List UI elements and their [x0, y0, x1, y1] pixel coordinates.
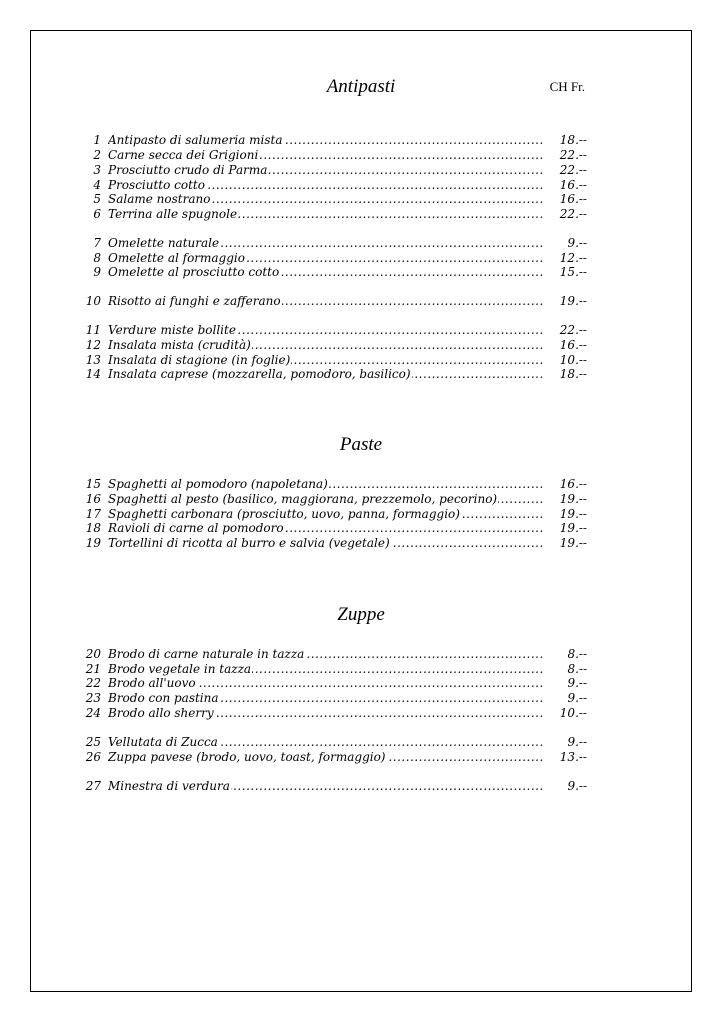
- menu-item: [77, 706, 587, 721]
- currency-label: CH Fr.: [549, 79, 585, 94]
- item-name: Omelette al formaggio .....: [108, 251, 543, 266]
- item-price: 8.--: [543, 662, 587, 677]
- menu-item: [77, 492, 587, 507]
- menu-item: [77, 133, 587, 148]
- item-name: Tortellini di ricotta al burro e salvia (vegetale) .....: [108, 536, 543, 551]
- item-price: 22.--: [543, 207, 587, 222]
- menu-item: [77, 367, 587, 382]
- menu-item: [77, 750, 587, 765]
- item-number: 5: [93, 192, 101, 206]
- item-name: Brodo con pastina .....: [108, 691, 543, 706]
- item-number: 4: [93, 178, 101, 192]
- item-name: Minestra di verdura .....: [108, 779, 543, 794]
- item-price: 9.--: [543, 236, 587, 251]
- item-price: 16.--: [543, 338, 587, 353]
- item-price: 22.--: [543, 323, 587, 338]
- item-number: 3: [93, 163, 101, 177]
- item-price: 13.--: [543, 750, 587, 765]
- item-price: 12.--: [543, 251, 587, 266]
- item-name: Verdure miste bollite .....: [108, 323, 543, 338]
- item-name: Brodo vegetale in tazza .....: [108, 662, 543, 677]
- item-price: 9.--: [543, 691, 587, 706]
- item-number: 24: [85, 706, 101, 720]
- item-number: 6: [93, 207, 101, 221]
- item-name: Insalata mista (crudità) .....: [108, 338, 543, 353]
- item-number: 27: [85, 779, 101, 793]
- menu-item: [77, 207, 587, 222]
- item-number: 18: [85, 521, 101, 535]
- menu-item: [77, 192, 587, 207]
- item-number: 1: [93, 133, 101, 147]
- item-price: 16.--: [543, 477, 587, 492]
- menu-item: [77, 521, 587, 536]
- item-price: 16.--: [543, 178, 587, 193]
- item-price: 22.--: [543, 148, 587, 163]
- item-name: Brodo all'uovo .....: [108, 676, 543, 691]
- menu-item: [77, 178, 587, 193]
- item-name: Prosciutto cotto .....: [108, 178, 543, 193]
- item-name: Spaghetti al pomodoro (napoletana) .....: [108, 477, 543, 492]
- item-name: Spaghetti al pesto (basilico, maggiorana, prezzemolo, pecorino) .....: [108, 492, 543, 507]
- item-name: Zuppa pavese (brodo, uovo, toast, formaggio) .....: [108, 750, 543, 765]
- item-name: Brodo allo sherry .....: [108, 706, 543, 721]
- item-name: Omelette al prosciutto cotto .....: [108, 265, 543, 280]
- item-name: Antipasto di salumeria mista .....: [108, 133, 543, 148]
- menu-item: [77, 148, 587, 163]
- menu-item: [77, 691, 587, 706]
- item-price: 19.--: [543, 507, 587, 522]
- item-price: 22.--: [543, 163, 587, 178]
- menu-page: [30, 30, 692, 992]
- item-name: Vellutata di Zucca .....: [108, 735, 543, 750]
- menu-item: [77, 236, 587, 251]
- section-title-paste: Paste: [339, 434, 383, 455]
- item-number: 12: [85, 338, 101, 352]
- item-price: 19.--: [543, 294, 587, 309]
- menu-item: [77, 294, 587, 309]
- menu-item: [77, 647, 587, 662]
- item-price: 9.--: [543, 779, 587, 794]
- item-number: 15: [85, 477, 101, 491]
- item-name: Spaghetti carbonara (prosciutto, uovo, panna, formaggio) .....: [108, 507, 543, 522]
- item-number: 21: [85, 662, 101, 676]
- item-number: 19: [85, 536, 101, 550]
- item-number: 22: [85, 676, 101, 690]
- item-name: Omelette naturale .....: [108, 236, 543, 251]
- item-number: 2: [93, 148, 101, 162]
- item-price: 19.--: [543, 536, 587, 551]
- item-number: 10: [85, 294, 101, 308]
- item-price: 8.--: [543, 647, 587, 662]
- item-price: 18.--: [543, 367, 587, 382]
- item-price: 18.--: [543, 133, 587, 148]
- item-number: 23: [85, 691, 101, 705]
- item-price: 9.--: [543, 735, 587, 750]
- item-name: Risotto ai funghi e zafferano .....: [108, 294, 543, 309]
- item-price: 10.--: [543, 706, 587, 721]
- menu-item: [77, 507, 587, 522]
- item-number: 7: [93, 236, 101, 250]
- item-price: 16.--: [543, 192, 587, 207]
- menu-item: [77, 477, 587, 492]
- item-number: 26: [85, 750, 101, 764]
- menu-item: [77, 338, 587, 353]
- item-name: Insalata caprese (mozzarella, pomodoro, basilico) .....: [108, 367, 543, 382]
- menu-item: [77, 662, 587, 677]
- item-name: Ravioli di carne al pomodoro .....: [108, 521, 543, 536]
- item-name: Terrina alle spugnole .....: [108, 207, 543, 222]
- menu-content: [31, 31, 691, 991]
- item-price: 10.--: [543, 353, 587, 368]
- menu-item: [77, 163, 587, 178]
- item-number: 8: [93, 251, 101, 265]
- item-name: Prosciutto crudo di Parma .....: [108, 163, 543, 178]
- menu-item: [77, 353, 587, 368]
- menu-item: [77, 265, 587, 280]
- item-price: 15.--: [543, 265, 587, 280]
- item-name: Salame nostrano .....: [108, 192, 543, 207]
- item-name: Brodo di carne naturale in tazza .....: [108, 647, 543, 662]
- item-number: 20: [85, 647, 101, 661]
- item-number: 25: [85, 735, 101, 749]
- item-number: 17: [85, 507, 101, 521]
- menu-item: [77, 676, 587, 691]
- menu-item: [77, 251, 587, 266]
- item-price: 19.--: [543, 492, 587, 507]
- section-title-antipasti: Antipasti: [326, 76, 396, 97]
- item-number: 16: [85, 492, 101, 506]
- item-number: 14: [85, 367, 101, 381]
- menu-item: [77, 323, 587, 338]
- item-price: 9.--: [543, 676, 587, 691]
- item-number: 13: [85, 353, 101, 367]
- section-title-zuppe: Zuppe: [337, 604, 385, 625]
- menu-item: [77, 779, 587, 794]
- item-number: 9: [93, 265, 101, 279]
- item-price: 19.--: [543, 521, 587, 536]
- menu-item: [77, 735, 587, 750]
- menu-item: [77, 536, 587, 551]
- item-name: Carne secca dei Grigioni .....: [108, 148, 543, 163]
- item-name: Insalata di stagione (in foglie) .....: [108, 353, 543, 368]
- item-number: 11: [85, 323, 101, 337]
